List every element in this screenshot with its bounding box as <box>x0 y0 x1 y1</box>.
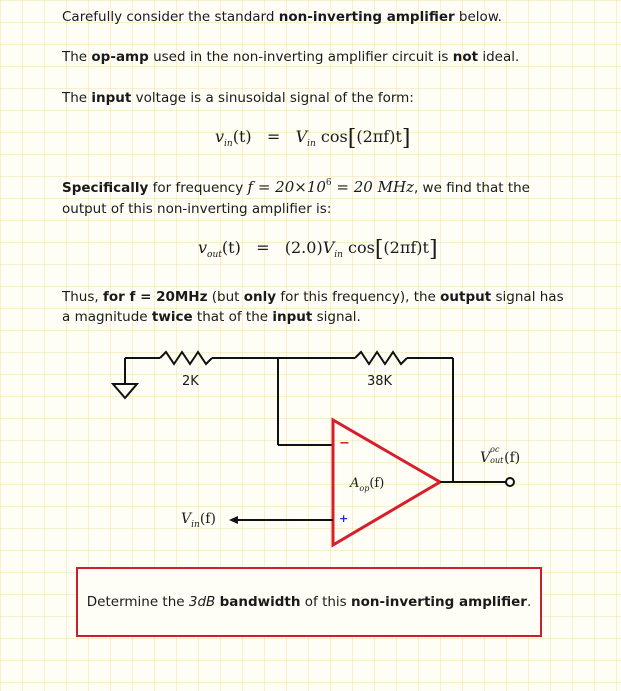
intro-text: The <box>62 49 92 65</box>
thus-bold: twice <box>151 309 193 325</box>
intro-text: below. <box>454 9 502 25</box>
eq-subscript: in <box>307 139 316 149</box>
eq-subscript: in <box>224 139 233 149</box>
intro-text: used in the non-inverting amplifier circuit is <box>148 49 453 65</box>
opamp-gain-arg: (f) <box>369 476 385 491</box>
thus-text: a magnitude <box>62 309 152 325</box>
question-part: Determine the <box>86 594 189 610</box>
intro-text: ideal. <box>478 49 520 65</box>
thus-text: signal has <box>491 289 564 305</box>
eq-function: cos <box>315 127 348 146</box>
question-part: non-inverting amplifier <box>351 594 527 610</box>
question-text <box>87 594 531 610</box>
question-part: . <box>526 594 532 610</box>
eq-symbol: V <box>295 127 308 146</box>
inverting-sign: − <box>339 436 350 451</box>
thus-text: for this frequency), the <box>276 289 441 305</box>
question-part: 3dB <box>188 594 216 610</box>
eq-arg: (2πf)t <box>383 238 429 257</box>
opamp-gain-symbol: A <box>350 476 360 491</box>
freq-expression: f = 20×10 <box>247 178 326 196</box>
vout-label <box>480 445 521 466</box>
opamp-gain-sub: op <box>359 484 370 493</box>
vin-sub: in <box>191 520 200 530</box>
eq-arg: (t) <box>232 127 252 146</box>
thus-text: Thus, <box>62 289 103 305</box>
ground-icon <box>113 358 137 398</box>
eq-arg: (t) <box>221 238 241 257</box>
vout-sup: oc <box>490 445 500 454</box>
resistor-38k-label: 38K <box>367 374 393 389</box>
eq-arg: (2πf)t <box>356 127 402 146</box>
vout-sub: out <box>490 456 504 465</box>
noninverting-sign: + <box>339 512 349 525</box>
eq-equals: = <box>266 127 281 146</box>
spec-bold: Specifically <box>62 180 149 196</box>
eq-subscript: in <box>334 250 343 260</box>
spec-text: for frequency <box>148 180 248 196</box>
thus-bold: input <box>272 309 313 325</box>
thus-bold: only <box>243 289 277 305</box>
eq-symbol: V <box>322 238 335 257</box>
eq-bracket: ] <box>428 237 438 262</box>
vin-label <box>181 511 216 530</box>
thus-text: signal. <box>312 309 361 325</box>
output-terminal <box>506 478 514 486</box>
spec-text: , we find that the <box>413 180 530 196</box>
question-box <box>76 567 542 637</box>
resistor-2k <box>160 352 212 364</box>
eq-gain: (2.0) <box>284 238 323 257</box>
spec-text: output of this non-inverting amplifier is: <box>62 201 332 217</box>
vin-symbol: V <box>181 511 192 527</box>
intro-text: The <box>62 90 92 106</box>
vout-arg: (f) <box>504 450 521 466</box>
eq-symbol: v <box>198 238 208 257</box>
vin-arg: (f) <box>199 511 216 527</box>
thus-text: (but <box>207 289 244 305</box>
eq-bracket: ] <box>401 126 411 151</box>
intro-text: voltage is a sinusoidal signal of the form: <box>131 90 414 106</box>
freq-exponent: 6 <box>325 178 332 188</box>
vout-symbol: V <box>480 450 491 466</box>
eq-bracket: [ <box>347 126 357 151</box>
eq-subscript: out <box>207 250 222 260</box>
eq-symbol: v <box>215 127 225 146</box>
thus-bold: output <box>440 289 492 305</box>
question-part: of this <box>300 594 352 610</box>
resistor-2k-label: 2K <box>182 374 199 389</box>
intro-bold: not <box>452 49 479 65</box>
intro-text: Carefully consider the standard <box>62 9 279 25</box>
input-arrow-icon <box>229 516 238 524</box>
eq-function: cos <box>342 238 375 257</box>
eq-bracket: [ <box>374 237 384 262</box>
intro-bold: input <box>91 90 132 106</box>
opamp-gain-label <box>350 476 384 493</box>
eq-equals: = <box>256 238 270 257</box>
thus-text: that of the <box>192 309 273 325</box>
intro-bold: non-inverting amplifier <box>278 9 455 25</box>
question-part: bandwidth <box>219 594 301 610</box>
resistor-38k <box>355 352 407 364</box>
thus-bold: for f = 20MHz <box>102 289 208 305</box>
intro-bold: op-amp <box>91 49 149 65</box>
freq-expression: = 20 MHz <box>331 178 414 196</box>
